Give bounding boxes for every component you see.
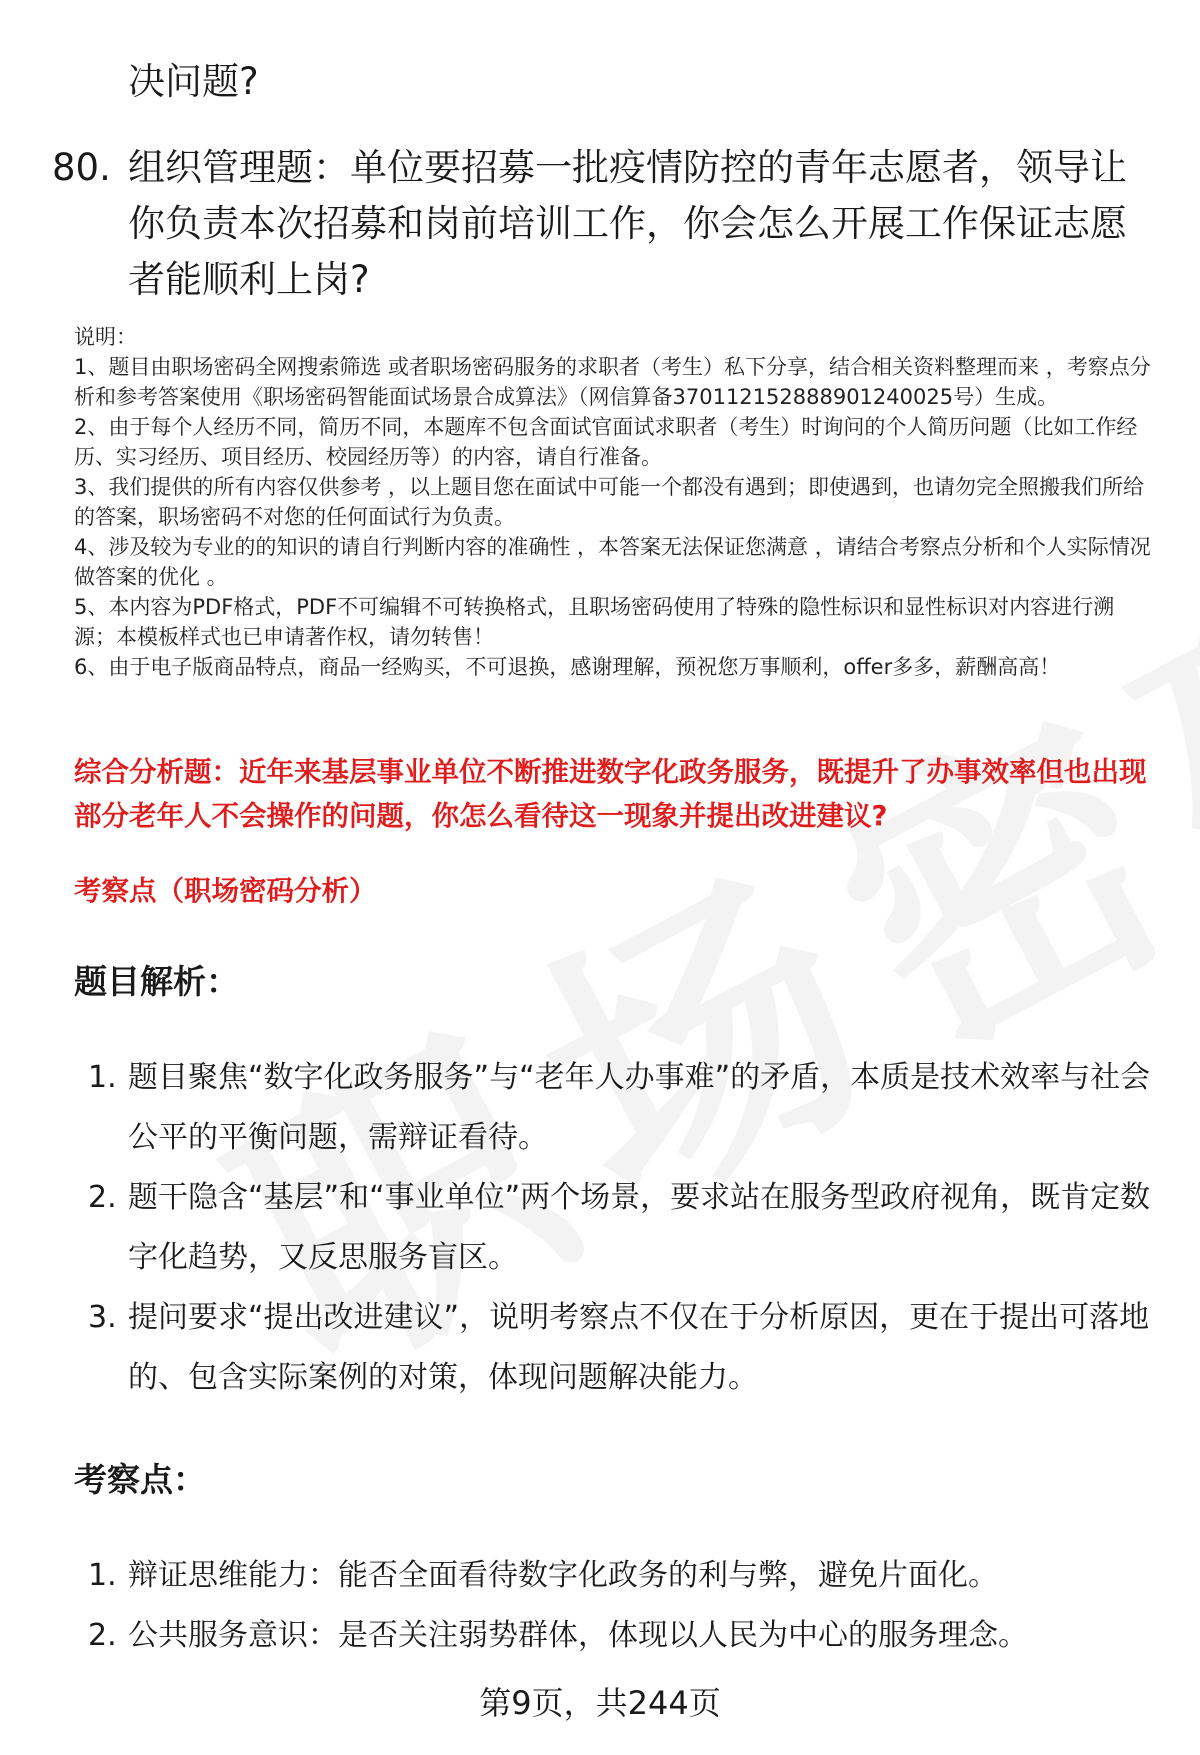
question-80 [52, 140, 1152, 308]
analysis-label: 考察点（职场密码分析） [74, 875, 377, 907]
list-text: 提问要求“提出改进建议”，说明考察点不仅在于分析原因，更在于提出可落地的、包含实际案例的对策，体现问题解决能力。 [128, 1300, 1150, 1395]
notes-heading: 说明： [74, 325, 137, 349]
list-number: 2. [88, 1180, 117, 1215]
featured-question: 综合分析题：近年来基层事业单位不断推进数字化政务服务，既提升了办事效率但也出现部分老年人不会操作的问题，你怎么看待这一现象并提出改进建议? [74, 756, 1147, 832]
note-item: 2、由于每个人经历不同，简历不同，本题库不包含面试官面试求职者（考生）时询问的个人简历问题（比如工作经历、实习经历、项目经历、校园经历等）的内容，请自行准备。 [74, 415, 1138, 469]
list-text: 公共服务意识：是否关注弱势群体，体现以人民为中心的服务理念。 [128, 1618, 1028, 1653]
note-item: 4、涉及较为专业的的知识的请自行判断内容的准确性 ，本答案无法保证您满意 ，请结合考察点分析和个人实际情况做答案的优化 。 [74, 535, 1151, 589]
list-number: 1. [88, 1060, 117, 1095]
question-text: 组织管理题：单位要招募一批疫情防控的青年志愿者，领导让你负责本次招募和岗前培训工作，你会怎么开展工作保证志愿者能顺利上岗? [128, 146, 1127, 301]
list-number: 2. [88, 1618, 117, 1653]
list-item [74, 1546, 1154, 1606]
list-item [74, 1606, 1154, 1666]
question-number: 80. [52, 146, 111, 189]
disclaimer-notes [74, 322, 1154, 682]
points-list [74, 1546, 1154, 1666]
note-item: 1、题目由职场密码全网搜索筛选 或者职场密码服务的求职者（考生）私下分享，结合相关资料整理而来 ，考察点分析和参考答案使用《职场密码智能面试场景合成算法》（网信算备370112152888901240025号）生成。 [74, 355, 1151, 409]
list-item [74, 1288, 1154, 1408]
list-item [74, 1048, 1154, 1168]
list-text: 题目聚焦“数字化政务服务”与“老年人办事难”的矛盾，本质是技术效率与社会公平的平衡问题，需辩证看待。 [128, 1060, 1151, 1155]
list-number: 3. [88, 1300, 117, 1335]
section-title-analysis: 题目解析： [74, 962, 239, 1001]
page-footer: 第9页，共244页 [479, 1684, 721, 1722]
question-continuation-text: 决问题? [128, 60, 259, 103]
list-text: 辩证思维能力：能否全面看待数字化政务的利与弊，避免片面化。 [128, 1558, 998, 1593]
list-text: 题干隐含“基层”和“事业单位”两个场景，要求站在服务型政府视角，既肯定数字化趋势，又反思服务盲区。 [128, 1180, 1151, 1275]
list-number: 1. [88, 1558, 117, 1593]
list-item [74, 1168, 1154, 1288]
note-item: 3、我们提供的所有内容仅供参考 ，以上题目您在面试中可能一个都没有遇到；即使遇到，也请勿完全照搬我们所给的答案，职场密码不对您的任何面试行为负责。 [74, 475, 1145, 529]
note-item: 6、由于电子版商品特点，商品一经购买，不可退换，感谢理解，预祝您万事顺利，offer多多，薪酬高高！ [74, 655, 1061, 679]
section-title-points: 考察点： [74, 1460, 206, 1499]
question-continuation [52, 54, 1152, 110]
note-item: 5、本内容为PDF格式，PDF不可编辑不可转换格式，且职场密码使用了特殊的隐性标识和显性标识对内容进行溯源；本模板样式也已申请著作权，请勿转售！ [74, 595, 1115, 649]
analysis-list [74, 1048, 1154, 1408]
